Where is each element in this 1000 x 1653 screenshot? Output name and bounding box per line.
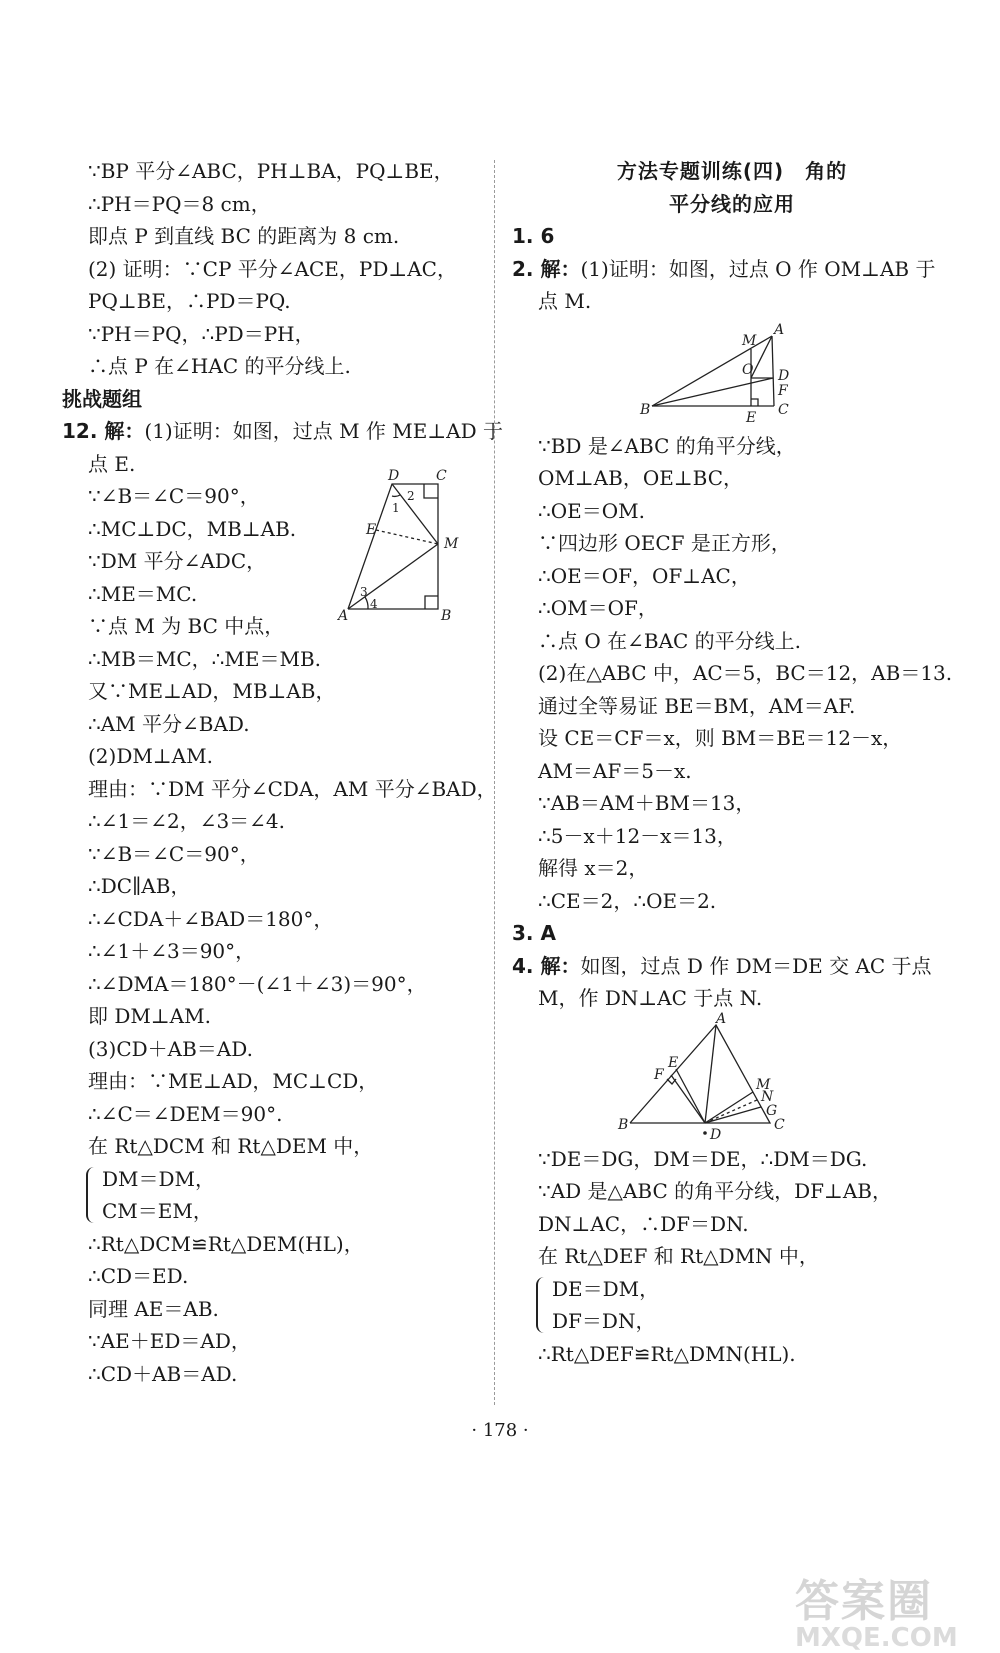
text-line: 如图，过点 D 作 DM＝DE 交 AC 于点: [580, 953, 932, 978]
label-c: C: [436, 468, 447, 484]
text-line: 理由：∵ME⊥AD，MC⊥CD，: [88, 1069, 379, 1093]
label-b: B: [618, 1116, 629, 1133]
column-divider: [494, 160, 495, 1405]
question-12-intro: [62, 415, 504, 448]
text-line: ∴∠1＋∠3＝90°，: [88, 939, 256, 963]
label-a: A: [716, 1010, 727, 1027]
triangle-square-figure: [512, 318, 952, 430]
text-line: ∵DE＝DG，DM＝DE，∴DM＝DG.: [538, 1146, 868, 1171]
watermark-text: 答案圈: [795, 1576, 933, 1627]
text-line: DM＝DM，: [102, 1166, 216, 1191]
text-line: 同理 AE＝AB.: [88, 1296, 219, 1321]
text-line: OM⊥AB，OE⊥BC，: [538, 466, 743, 490]
text-line: ∴5－x＋12－x＝13，: [538, 823, 737, 848]
text-line: DF＝DN，: [552, 1309, 656, 1333]
text-line: ∵BD 是∠ABC 的角平分线，: [538, 433, 796, 458]
text-line: CM＝EM，: [102, 1199, 213, 1223]
label-m: M: [444, 536, 459, 552]
text-line: ∴∠C＝∠DEM＝90°.: [88, 1101, 283, 1126]
label-angle-3: 3: [360, 585, 368, 599]
text-line: DN⊥AC，∴DF＝DN.: [538, 1211, 749, 1236]
label-b: B: [441, 608, 452, 624]
text-line: (2)DM⊥AM.: [88, 744, 213, 768]
left-column: [62, 155, 504, 1390]
label-d: D: [710, 1126, 722, 1143]
text-line: ∴∠DMA＝180°－(∠1＋∠3)＝90°，: [88, 971, 427, 996]
text-line: ∴Rt△DCM≌Rt△DEM(HL)，: [88, 1231, 364, 1256]
answer-1: 1. 6: [512, 224, 555, 248]
watermark-url: MXQE.COM: [795, 1623, 958, 1653]
label-e: E: [366, 522, 377, 538]
label-angle-2: 2: [407, 489, 415, 503]
text-line: ∴AM 平分∠BAD.: [88, 711, 250, 736]
page-number: · 178 ·: [471, 1420, 529, 1441]
question-number: 4. 解：: [512, 953, 581, 978]
section-title: 方法专题训练(四) 角的: [616, 159, 848, 183]
text-line: ∵AB＝AM＋BM＝13，: [538, 791, 756, 815]
brace-icon: [536, 1277, 546, 1333]
label-d: D: [778, 367, 790, 384]
label-a: A: [774, 321, 785, 338]
text-line: ∵BP 平分∠ABC，PH⊥BA，PQ⊥BE，: [88, 159, 454, 183]
label-c: C: [774, 1116, 785, 1133]
text-line: DE＝DM，: [552, 1276, 660, 1301]
label-a: A: [338, 608, 349, 624]
text-line: 在 Rt△DEF 和 Rt△DMN 中，: [538, 1244, 819, 1268]
text-line: ∴点 O 在∠BAC 的平分线上.: [538, 628, 802, 653]
question-number: 2. 解：: [512, 256, 581, 281]
text-line: ∵PH＝PQ，∴PD＝PH，: [88, 321, 315, 346]
text-line: ∴CE＝2，∴OE＝2.: [538, 888, 717, 913]
text-line: ∵∠B＝∠C＝90°，: [88, 484, 260, 508]
text-line: 即 DM⊥AM.: [88, 1004, 211, 1028]
text-line: (2)在△ABC 中，AC＝5，BC＝12，AB＝13.: [538, 661, 953, 685]
text-line: ∴MC⊥DC，MB⊥AB.: [88, 516, 297, 541]
text-line: ∴Rt△DEF≌Rt△DMN(HL).: [538, 1341, 796, 1366]
text-line: ∴PH＝PQ＝8 cm，: [88, 191, 271, 216]
label-m: M: [742, 332, 757, 349]
text-line: ∵AE＋ED＝AD，: [88, 1329, 251, 1353]
label-f: F: [778, 382, 788, 399]
text-line: ∵四边形 OECF 是正方形，: [538, 531, 791, 555]
text-line: (2) 证明：∵CP 平分∠ACE，PD⊥AC，: [88, 256, 457, 281]
text-line: (1)证明：如图，过点 O 作 OM⊥AB 于: [580, 256, 936, 281]
label-m: M: [756, 1076, 771, 1093]
text-line: ∵∠B＝∠C＝90°，: [88, 841, 260, 866]
text-line: AM＝AF＝5－x.: [538, 758, 692, 783]
label-b: B: [640, 401, 651, 418]
text-line: ∴OE＝OM.: [538, 498, 645, 523]
text-line: ∴OM＝OF，: [538, 596, 658, 620]
label-angle-1: 1: [392, 501, 400, 515]
text-line: ∵DM 平分∠ADC，: [88, 549, 267, 573]
text-line: ∴∠CDA＋∠BAD＝180°，: [88, 906, 334, 931]
equation-system: [512, 1273, 952, 1338]
text-line: ∴ME＝MC.: [88, 581, 198, 606]
label-e: E: [668, 1054, 679, 1071]
answer-3: 3. A: [512, 921, 556, 945]
text-line: ∵点 M 为 BC 中点，: [88, 614, 285, 638]
text-line: 点 M.: [538, 289, 592, 313]
label-f: F: [654, 1066, 664, 1083]
question-number: 12. 解：: [62, 419, 145, 443]
text-line: ∴DC∥AB，: [88, 874, 191, 898]
section-title: 平分线的应用: [669, 191, 795, 216]
text-line: ∴CD＝ED.: [88, 1264, 189, 1288]
label-o: O: [742, 361, 754, 378]
label-g: G: [766, 1102, 778, 1119]
trapezoid-figure: [338, 468, 480, 624]
text-line: 理由：∵DM 平分∠CDA，AM 平分∠BAD，: [88, 776, 497, 801]
text-line: (1)证明：如图，过点 M 作 ME⊥AD 于: [144, 419, 504, 443]
text-line: ∵AD 是△ABC 的角平分线，DF⊥AB，: [538, 1179, 892, 1203]
question-2-intro: [512, 253, 952, 286]
text-line: 又∵ME⊥AD，MB⊥AB，: [88, 679, 336, 703]
watermark-logo: [795, 1565, 985, 1653]
challenge-heading: 挑战题组: [62, 386, 142, 411]
question-12-figure-block: [62, 468, 492, 643]
text-line: ∴∠1＝∠2，∠3＝∠4.: [88, 809, 286, 833]
right-column: [512, 155, 952, 1370]
text-line: 即点 P 到直线 BC 的距离为 8 cm.: [88, 224, 400, 248]
text-line: 在 Rt△DCM 和 Rt△DEM 中，: [88, 1134, 374, 1158]
text-line: 解得 x＝2，: [538, 856, 649, 880]
label-c: C: [778, 401, 789, 418]
equation-system: [62, 1163, 492, 1228]
text-line: ∴OE＝OF，OF⊥AC，: [538, 563, 751, 588]
label-angle-4: 4: [370, 597, 378, 611]
text-line: (3)CD＋AB＝AD.: [88, 1036, 253, 1061]
text-line: ∴CD＋AB＝AD.: [88, 1361, 238, 1386]
text-line: ∴点 P 在∠HAC 的平分线上.: [88, 354, 351, 378]
label-e: E: [746, 409, 757, 426]
question-4-intro: [512, 950, 952, 983]
text-line: 点 E.: [88, 451, 136, 476]
angle-bisector-figure: [512, 1010, 952, 1143]
label-n: N: [761, 1088, 774, 1105]
label-d: D: [388, 468, 400, 484]
text-line: M，作 DN⊥AC 于点 N.: [538, 986, 763, 1010]
text-line: 设 CE＝CF＝x，则 BM＝BE＝12－x，: [538, 726, 903, 750]
text-line: ∴MB＝MC，∴ME＝MB.: [88, 646, 322, 671]
text-line: PQ⊥BE，∴PD＝PQ.: [88, 289, 291, 313]
brace-icon: [86, 1167, 96, 1223]
text-line: 通过全等易证 BE＝BM，AM＝AF.: [538, 693, 856, 718]
